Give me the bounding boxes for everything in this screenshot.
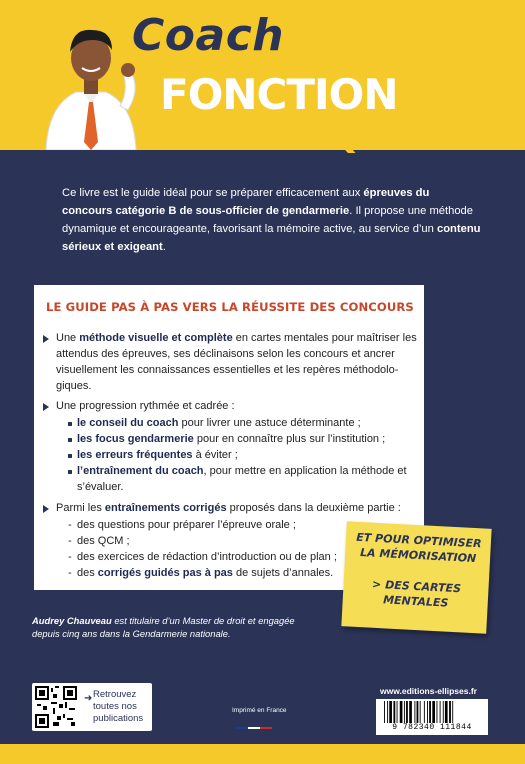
- bullet-square-icon: [68, 454, 72, 458]
- sub-list-item: des exercices de rédaction d’introduction ou de plan ;: [77, 551, 337, 563]
- qr-block[interactable]: [32, 683, 152, 731]
- sub-list-item: le conseil du coach pour livrer une astuce déterminante ;: [77, 417, 361, 429]
- isbn-number: 9 782340 111844: [392, 723, 472, 732]
- arrow-icon: ➜: [84, 693, 93, 704]
- bullet-arrow-icon: [43, 335, 49, 343]
- sub-list-item: des questions pour préparer l’épreuve orale ;: [77, 519, 296, 531]
- sticky-note-body: > DES CARTES MENTALES: [371, 577, 462, 610]
- title-line-1: FONCTION: [160, 70, 398, 119]
- printed-in-france: Imprimé en France: [232, 707, 287, 714]
- qr-caption: Retrouvez toutes nos publications: [93, 689, 144, 724]
- dash-bullet: -: [68, 535, 72, 547]
- footer-band: [0, 744, 525, 764]
- sticky-note-heading: ET POUR OPTIMISER LA MÉMORISATION: [355, 530, 482, 566]
- coach-illustration: [36, 10, 146, 150]
- title-line-2: PUBLIQUE: [190, 108, 420, 157]
- bullet-square-icon: [68, 422, 72, 426]
- sub-list-item: l’entraînement du coach, pour mettre en application la méthode et s’évaluer.: [77, 465, 407, 493]
- card-title: LE GUIDE PAS À PAS VERS LA RÉUSSITE DES CONCOURS: [46, 300, 414, 314]
- intro-paragraph: Ce livre est le guide idéal pour se préparer efficacement aux épreuves du concours catégorie B de sous-officier de gendarmerie. Il propose une méthode dynamique et encourageante, favorisant la mémoire active, au service d’un contenu sérieux et exigeant.: [62, 187, 481, 253]
- sub-list-item: des corrigés guidés pas à pas de sujets d’annales.: [77, 567, 334, 579]
- bullet-arrow-icon: [43, 505, 49, 513]
- list-item: Une méthode visuelle et complète en cartes mentales pour maîtriser les attendus des épreuves, ses déclinaisons selon les concours et ancrer visuellement les connaissances essentielles et les repères méthodolo-giques.: [56, 332, 417, 392]
- dash-bullet: -: [68, 519, 72, 531]
- french-flag-icon: [236, 716, 272, 718]
- bullet-arrow-icon: [43, 403, 49, 411]
- qr-code-icon[interactable]: [35, 686, 77, 728]
- bullet-square-icon: [68, 438, 72, 442]
- list-item: Une progression rythmée et cadrée :: [56, 400, 235, 412]
- dash-bullet: -: [68, 551, 72, 563]
- list-item: Parmi les entraînements corrigés proposés dans la deuxième partie :: [56, 502, 401, 514]
- author-bio: Audrey Chauveau est titulaire d’un Master de droit et engagée depuis cinq ans dans la Gendarmerie nationale.: [32, 615, 295, 639]
- sub-list-item: les focus gendarmerie pour en connaître plus sur l’institution ;: [77, 433, 386, 445]
- barcode-block: [376, 699, 488, 735]
- sticky-note: [341, 521, 491, 633]
- barcode-icon: [382, 701, 482, 723]
- bullet-square-icon: [68, 470, 72, 474]
- publisher-website[interactable]: www.editions-ellipses.fr: [380, 686, 477, 696]
- sub-list-item: les erreurs fréquentes à éviter ;: [77, 449, 238, 461]
- series-name: Coach: [132, 10, 285, 61]
- sub-list-item: des QCM ;: [77, 535, 130, 547]
- dash-bullet: -: [68, 567, 72, 579]
